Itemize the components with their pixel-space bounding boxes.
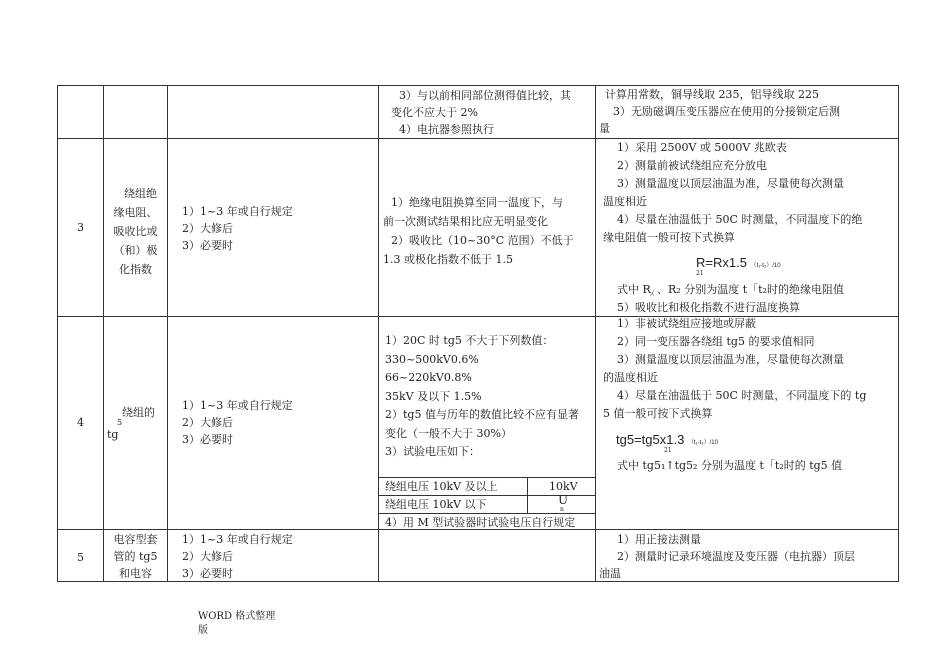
item-line: 绕组绝 [124,187,157,200]
criteria-line: 1）绝缘电阻换算至同一温度下，与 [391,196,563,209]
cycle-line: 2）大修后 [182,416,233,429]
note-line: 2）测量前被试绕组应充分放电 [617,159,767,172]
row5-notes [599,531,897,582]
note-line: 3）无励磁调压变压器应在使用的分接锁定后测 [613,105,840,118]
voltage-row-a1: 绕组电压 10kV 及以上 [385,480,498,493]
note-line: 3）测量温度以顶层油温为准，尽量使每次测量 [617,177,844,190]
note-line: 1）采用 2500V 或 5000V 兆欧表 [617,141,787,154]
item-line: 绕组的 [122,406,155,419]
item-line: 缘电阻、 [113,206,158,219]
grid-vline [167,86,168,581]
criteria-line: 前一次测试结果相比应无明显变化 [383,215,548,228]
item-line: 和电容 [119,567,152,580]
note-line: 4）尽量在油温低于 50C 时测量，不同温度下的绝 [617,213,863,226]
note-line: 计算用常数，铜导线取 235，铝导线取 225 [605,88,819,101]
row4-number: 4 [77,416,84,429]
formula-exponent: （t₁-t₂）/10 [750,263,781,269]
cycle-line: 3）必要时 [182,567,233,580]
footer-line: WORD 格式整理 [198,611,276,622]
cycle-line: 3）必要时 [182,239,233,252]
note-line: 温度相近 [603,195,647,208]
criteria-line: 3）与以前相同部位测得值比较，其 [399,89,571,102]
criteria-line: 4）电抗器参照执行 [399,123,494,136]
note-line: 1）用正接法测量 [617,533,701,546]
note-line: 5）吸收比和极化指数不进行温度换算 [617,301,800,314]
row5-item [104,531,167,582]
cycle-line: 1）1~3 年或自行规定 [182,205,293,218]
item-line: 化指数 [119,263,152,276]
row4-criteria [385,332,593,462]
row4-notes [601,315,897,423]
row3-criteria [383,193,593,269]
row4-item-tg [107,426,118,443]
formula-exponent: （t₁-t₂）/10 [687,440,718,446]
item-line: 吸收比或 [113,225,158,238]
row3-notes [601,139,897,247]
cycle-line: 2）大修后 [182,550,233,563]
grid-vline [595,86,596,581]
row3-number: 3 [77,221,84,234]
voltage-row-b1: 10kV [549,480,578,493]
row-top-criteria [391,87,591,138]
note-line: 式中 R⁁ 、R₂ 分别为温度 t「t₂时的绝缘电阻值 [617,283,844,296]
criteria-line: 66~220kV0.8% [385,371,472,384]
row4-formula-index: 21 [664,447,672,454]
note-line: 3）测量温度以顶层油温为准，尽量使每次测量 [617,353,844,366]
voltage-table-divider [527,477,528,513]
criteria-line: 变化（一般不大于 30%） [385,426,512,440]
grid-vline [378,86,379,581]
item-line: 管的 tg5 [113,550,158,563]
row4-item [122,404,155,421]
note-line: 4）尽量在油温低于 50C 时测量，不同温度下的 tg [617,389,867,402]
cycle-line: 3）必要时 [182,433,233,446]
criteria-line: 35kV 及以下 1.5% [385,389,482,403]
row3-notes-after [601,281,897,317]
note-line: 油温 [599,567,621,580]
voltage-row-a2: 绕组电压 10kV 以下 [385,498,487,511]
criteria-line: 2）tg5 值与历年的数值比较不应有显著 [385,408,579,421]
row5-number: 5 [77,551,84,564]
cycle-line: 1）1~3 年或自行规定 [182,533,293,546]
row5-cycle [182,531,372,582]
page-footer [198,610,275,638]
row4-criteria-last: 4）用 M 型试验器时试验电压自行规定 [385,516,576,529]
note-line: 缘电阻值一般可按下式换算 [603,231,735,244]
criteria-line: 1.3 或极化指数不低于 1.5 [383,253,513,266]
footer-line: 版 [198,625,208,636]
criteria-line: 3）试验电压如下： [385,445,480,458]
criteria-line: 变化不应大于 2% [391,106,478,119]
row4-cycle [182,397,372,448]
row3-formula-index: 21 [696,270,704,277]
row-top-notes [599,86,897,137]
maintenance-test-table [57,85,899,582]
row4-notes-after: 式中 tg5₁↑tg5₂ 分别为温度 t「t₂时的 tg5 值 [617,459,843,472]
row4-item-sup: 5 [117,418,123,427]
row3-cycle [182,203,372,254]
note-line: 2）同一变压器各绕组 tg5 的要求值相同 [617,335,815,348]
criteria-line: 2）吸收比（10~30°C 范围）不低于 [391,234,574,247]
cycle-line: 2）大修后 [182,222,233,235]
item-line: 电容型套 [113,533,158,546]
note-line: 1）非被试绕组应接地或屏蔽 [617,317,756,330]
item-line: tg [107,428,119,441]
row3-formula [696,254,781,275]
voltage-row-b2: U [558,493,569,507]
item-line: （和）极 [113,244,158,257]
cycle-line: 1）1~3 年或自行规定 [182,399,293,412]
note-line: 的温度相近 [603,371,658,384]
formula-main: tg5=tg5x1.3 [616,432,685,447]
grid-vline [103,86,104,581]
note-line: 2）测量时记录环境温度及变压器（电抗器）顶层 [617,550,855,563]
row3-item [104,184,167,279]
formula-main: R=Rx1.5 [696,255,747,270]
criteria-line: 1）20C 时 tg5 不大于下列数值： [385,334,554,347]
voltage-row-b2-sub: n [560,506,564,513]
criteria-line: 330~500kV0.6% [385,352,479,366]
note-line: 5 值一般可按下式换算 [603,407,713,420]
note-line: 量 [599,122,610,135]
